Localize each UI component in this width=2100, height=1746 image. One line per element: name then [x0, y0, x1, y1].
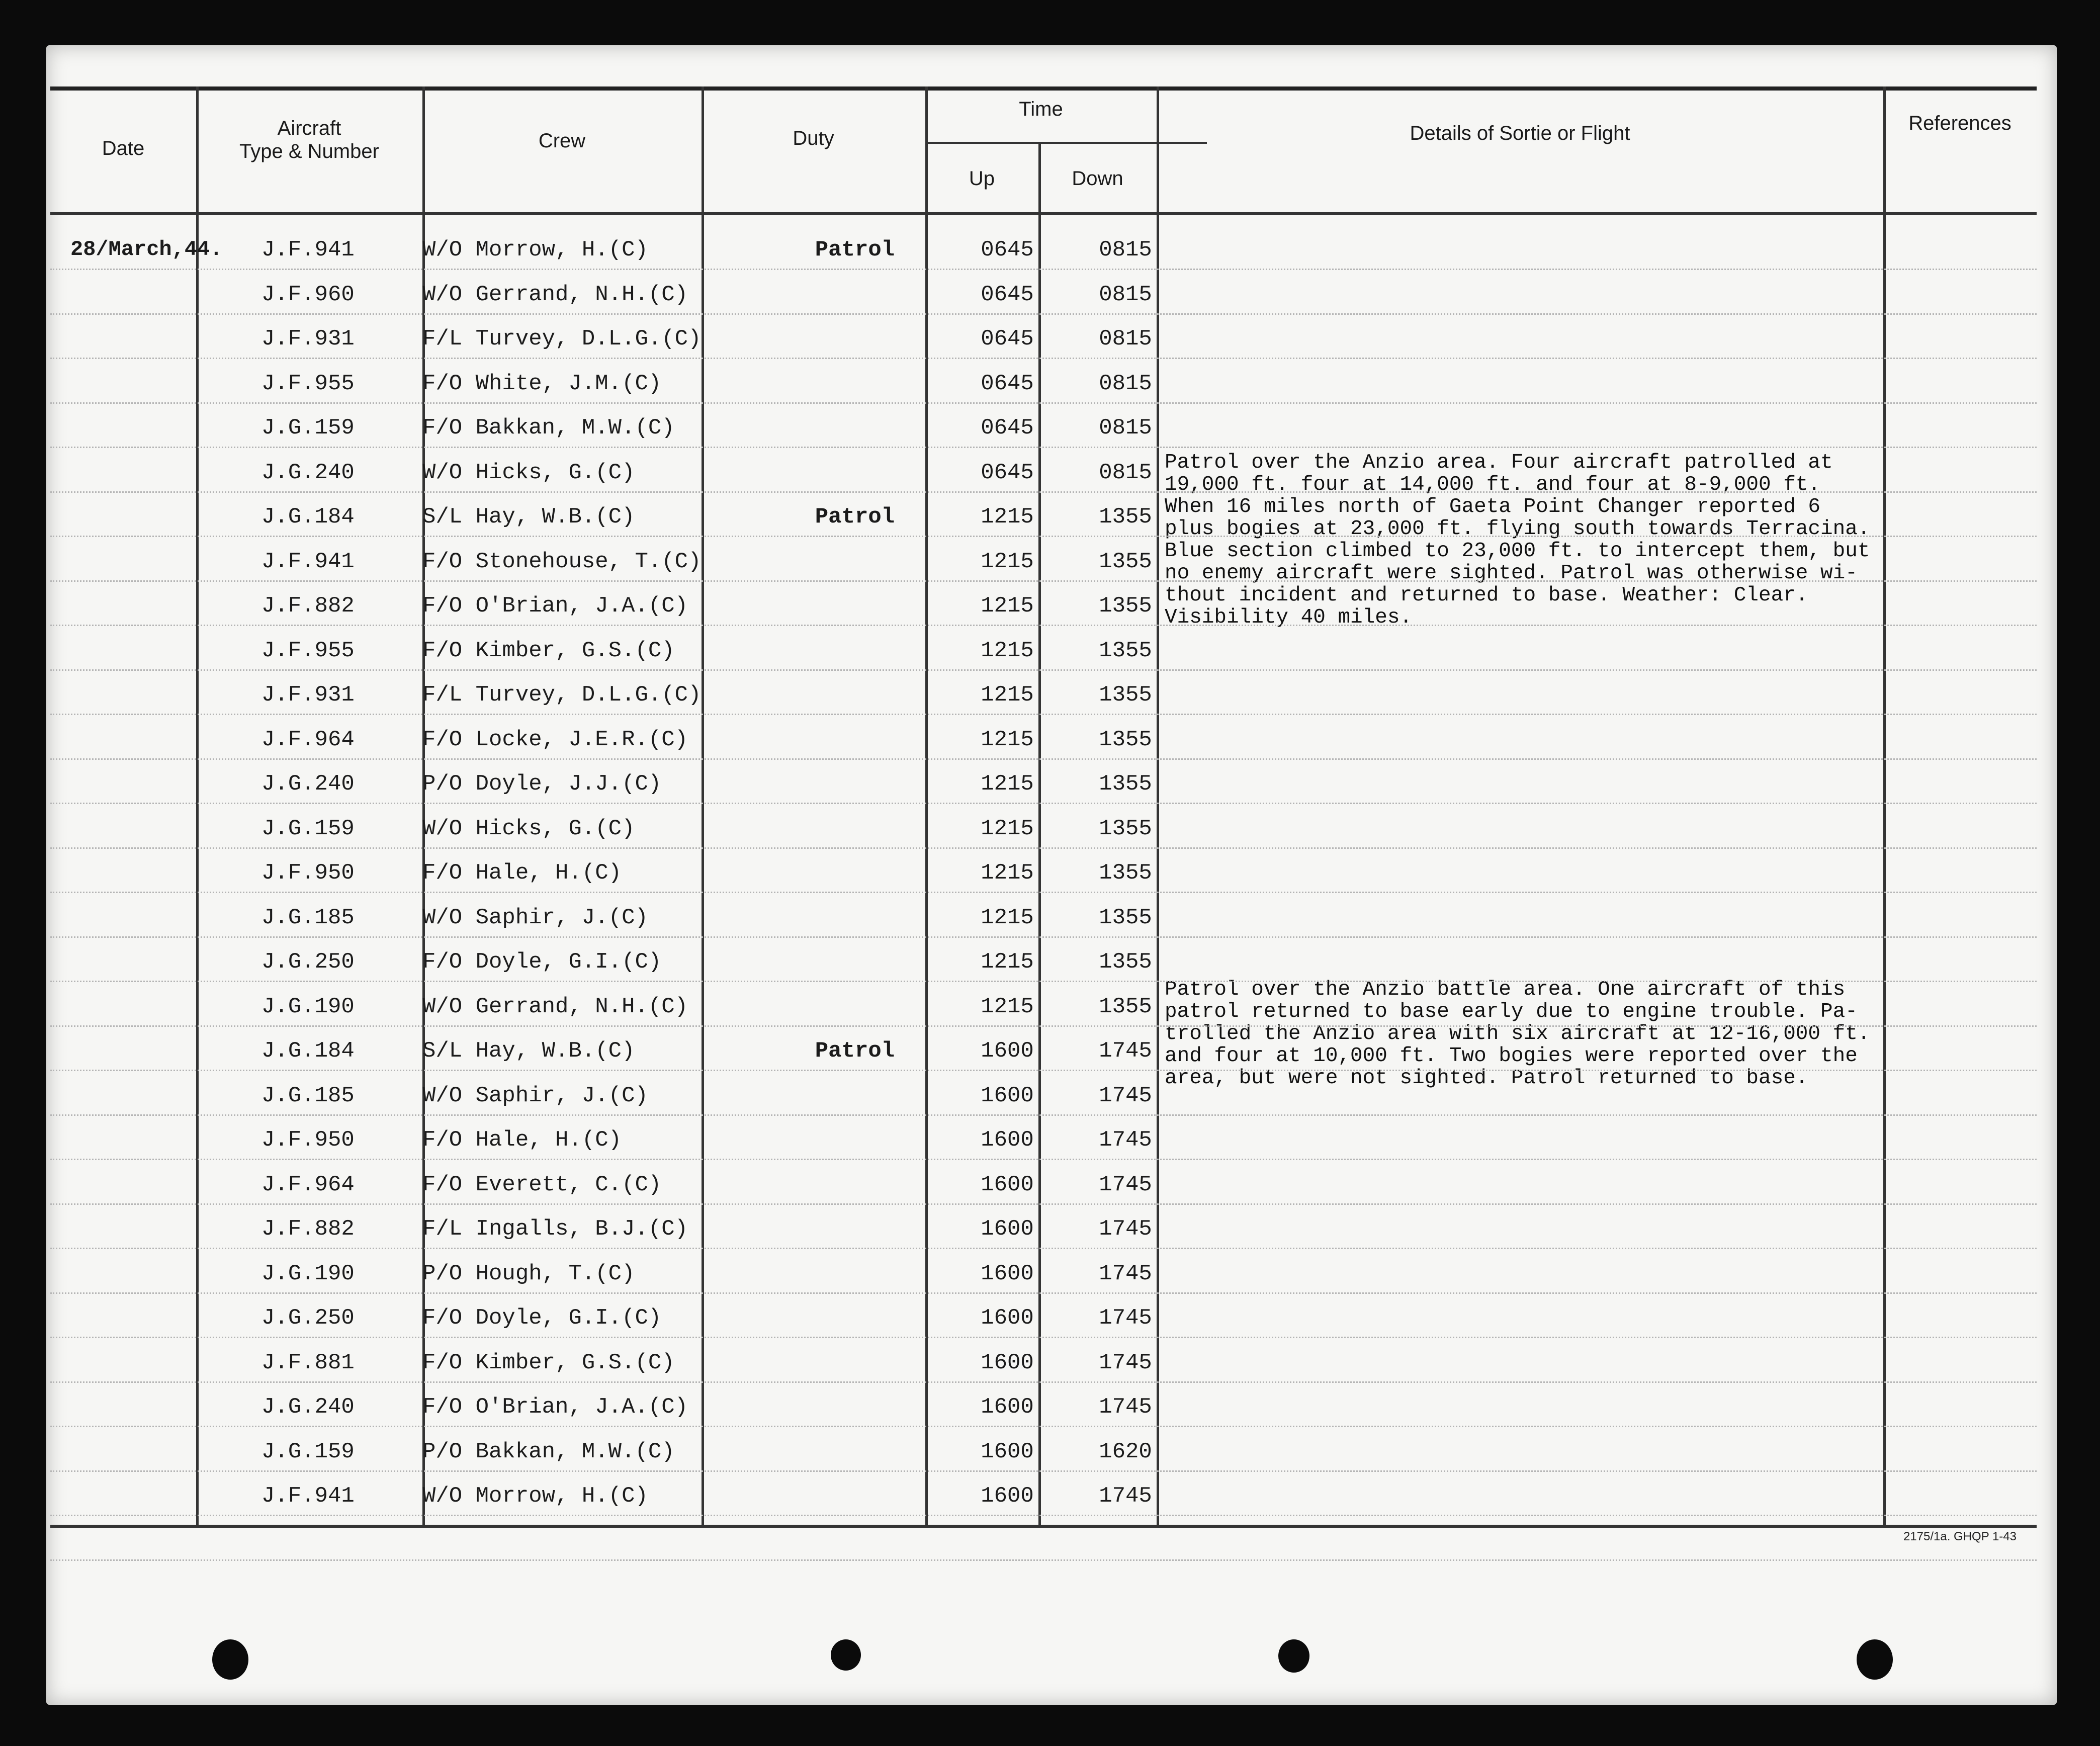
table-row — [50, 1350, 2037, 1394]
time-up-cell: 1600 — [981, 1083, 1034, 1108]
crew-cell: F/O Bakkan, M.W.(C) — [422, 415, 675, 441]
time-up-cell: 0645 — [981, 282, 1034, 307]
aircraft-cell: J.F.960 — [261, 282, 355, 307]
ruled-line — [50, 1114, 2037, 1116]
time-down-cell: 0815 — [1099, 326, 1152, 352]
ruled-line — [50, 981, 2037, 982]
time-up-cell: 0645 — [981, 415, 1034, 441]
table-row — [50, 1216, 2037, 1261]
table-row — [50, 1483, 2037, 1528]
header-details: Details of Sortie or Flight — [1410, 122, 1630, 144]
crew-cell: F/O O'Brian, J.A.(C) — [422, 593, 688, 619]
crew-cell: F/L Turvey, D.L.G.(C) — [422, 682, 702, 708]
crew-cell: W/O Hicks, G.(C) — [422, 460, 635, 485]
time-down-cell: 1355 — [1099, 949, 1152, 975]
header-aircraft — [196, 117, 422, 163]
ruled-line — [50, 1381, 2037, 1383]
crew-cell: W/O Morrow, H.(C) — [422, 1483, 648, 1509]
time-up-cell: 1600 — [981, 1216, 1034, 1242]
duty-cell: Patrol — [815, 1038, 895, 1064]
record-table — [50, 86, 2037, 1545]
crew-cell: S/L Hay, W.B.(C) — [422, 504, 635, 530]
crew-cell: W/O Hicks, G.(C) — [422, 816, 635, 841]
table-row — [50, 1394, 2037, 1439]
binder-hole — [831, 1639, 861, 1671]
header-bottom-border — [50, 212, 2037, 215]
table-row — [50, 1261, 2037, 1305]
time-up-cell: 1215 — [981, 949, 1034, 975]
time-down-cell: 1355 — [1099, 860, 1152, 886]
ruled-line — [50, 847, 2037, 849]
time-up-cell: 0645 — [981, 237, 1034, 263]
time-up-cell: 1215 — [981, 771, 1034, 797]
crew-cell: F/O Kimber, G.S.(C) — [422, 1350, 675, 1375]
time-up-cell: 1215 — [981, 549, 1034, 574]
aircraft-cell: J.F.964 — [261, 727, 355, 752]
time-up-cell: 1600 — [981, 1261, 1034, 1286]
aircraft-cell: J.F.964 — [261, 1172, 355, 1197]
time-down-cell: 1745 — [1099, 1216, 1152, 1242]
aircraft-cell: J.G.190 — [261, 1261, 355, 1286]
time-up-cell: 1600 — [981, 1394, 1034, 1420]
table-row — [50, 1172, 2037, 1216]
time-up-cell: 1215 — [981, 638, 1034, 663]
aircraft-cell: J.G.159 — [261, 1439, 355, 1464]
time-down-cell: 1355 — [1099, 727, 1152, 752]
time-down-cell: 1355 — [1099, 593, 1152, 619]
time-up-cell: 1600 — [981, 1172, 1034, 1197]
ruled-line — [50, 1426, 2037, 1427]
time-down-cell: 1355 — [1099, 638, 1152, 663]
aircraft-cell: J.F.950 — [261, 860, 355, 886]
ruled-line — [50, 625, 2037, 626]
ruled-line — [50, 1070, 2037, 1071]
time-up-cell: 1215 — [981, 905, 1034, 930]
binder-hole — [1278, 1639, 1309, 1673]
crew-cell: P/O Doyle, J.J.(C) — [422, 771, 662, 797]
crew-cell: W/O Gerrand, N.H.(C) — [422, 994, 688, 1019]
aircraft-cell: J.G.190 — [261, 994, 355, 1019]
ruled-line — [50, 358, 2037, 359]
ruled-line — [50, 1515, 2037, 1516]
aircraft-cell: J.G.185 — [261, 905, 355, 930]
time-down-cell: 1745 — [1099, 1350, 1152, 1375]
table-row — [50, 682, 2037, 727]
time-down-cell: 1355 — [1099, 816, 1152, 841]
table-top-border — [50, 86, 2037, 91]
time-up-cell: 0645 — [981, 460, 1034, 485]
time-down-cell: 0815 — [1099, 371, 1152, 396]
aircraft-cell: J.F.941 — [261, 549, 355, 574]
aircraft-cell: J.G.240 — [261, 771, 355, 797]
aircraft-cell: J.F.941 — [261, 1483, 355, 1509]
ruled-line — [50, 758, 2037, 760]
time-down-cell: 1745 — [1099, 1038, 1152, 1064]
crew-cell: F/O Locke, J.E.R.(C) — [422, 727, 688, 752]
date-cell: 28/March,44. — [70, 237, 223, 261]
ruled-line — [50, 447, 2037, 448]
ruled-line — [50, 1559, 2037, 1561]
aircraft-cell: J.F.882 — [261, 1216, 355, 1242]
aircraft-cell: J.G.250 — [261, 949, 355, 975]
crew-cell: F/O Everett, C.(C) — [422, 1172, 662, 1197]
ruled-line — [50, 936, 2037, 938]
header-duty: Duty — [793, 127, 834, 149]
header-crew: Crew — [538, 130, 586, 152]
aircraft-cell: J.G.250 — [261, 1305, 355, 1331]
crew-cell: F/O Kimber, G.S.(C) — [422, 638, 675, 663]
time-up-cell: 0645 — [981, 371, 1034, 396]
time-down-cell: 1355 — [1099, 549, 1152, 574]
aircraft-cell: J.F.941 — [261, 237, 355, 263]
time-up-cell: 1600 — [981, 1127, 1034, 1153]
crew-cell: P/O Bakkan, M.W.(C) — [422, 1439, 675, 1464]
ruled-line — [50, 1203, 2037, 1205]
time-down-cell: 1745 — [1099, 1261, 1152, 1286]
sortie-details-midday: Patrol over the Anzio area. Four aircraft patrolled at 19,000 ft. four at 14,000 ft. and four at 8-9,000 ft. When 16 miles north of Gaeta Point Changer reported 6 plus bogies at 23,000 ft. flying south towards Terracina. Blue section climbed to 23,000 ft. to intercept them, but no enemy aircraft were sighted. Patrol was otherwise wi- thout incident and returned to base. Weather: Clear. Visibility 40 miles. — [1165, 451, 1870, 629]
header-up: Up — [969, 167, 995, 190]
ruled-line — [50, 269, 2037, 270]
time-down-cell: 1745 — [1099, 1483, 1152, 1509]
crew-cell: F/O Hale, H.(C) — [422, 1127, 622, 1153]
time-down-cell: 1355 — [1099, 771, 1152, 797]
aircraft-cell: J.F.955 — [261, 371, 355, 396]
duty-cell: Patrol — [815, 237, 895, 263]
time-down-cell: 1745 — [1099, 1394, 1152, 1420]
ruled-line — [50, 803, 2037, 804]
time-up-cell: 1215 — [981, 593, 1034, 619]
ruled-line — [50, 1159, 2037, 1160]
crew-cell: W/O Saphir, J.(C) — [422, 905, 648, 930]
time-up-cell: 1215 — [981, 682, 1034, 708]
time-down-cell: 1745 — [1099, 1172, 1152, 1197]
ruled-line — [50, 1337, 2037, 1338]
ruled-line — [50, 1025, 2037, 1027]
aircraft-cell: J.G.185 — [261, 1083, 355, 1108]
ruled-line — [50, 402, 2037, 404]
time-up-cell: 1215 — [981, 994, 1034, 1019]
ruled-line — [50, 714, 2037, 715]
time-down-cell: 1355 — [1099, 504, 1152, 530]
time-down-cell: 1745 — [1099, 1127, 1152, 1153]
table-row — [50, 771, 2037, 816]
table-row — [50, 326, 2037, 371]
aircraft-cell: J.F.881 — [261, 1350, 355, 1375]
duty-cell: Patrol — [815, 504, 895, 530]
crew-cell: P/O Hough, T.(C) — [422, 1261, 635, 1286]
time-down-cell: 1355 — [1099, 682, 1152, 708]
crew-cell: F/L Turvey, D.L.G.(C) — [422, 326, 702, 352]
crew-cell: F/O O'Brian, J.A.(C) — [422, 1394, 688, 1420]
header-down: Down — [1072, 167, 1123, 190]
table-row — [50, 1439, 2037, 1483]
time-down-cell: 0815 — [1099, 282, 1152, 307]
crew-cell: W/O Gerrand, N.H.(C) — [422, 282, 688, 307]
ruled-line — [50, 892, 2037, 893]
sortie-details-afternoon: Patrol over the Anzio battle area. One aircraft of this patrol returned to base early due to engine trouble. Pa- trolled the Anzio area with six aircraft at 12-16,000 ft. and four at 10,000 ft. Two bogies were reported over the area, but were not sighted. Patrol returned to base. — [1165, 978, 1870, 1090]
table-row — [50, 237, 2037, 282]
ruled-line — [50, 491, 2037, 493]
aircraft-cell: J.F.882 — [261, 593, 355, 619]
table-row — [50, 905, 2037, 949]
header-time: Time — [1019, 98, 1063, 120]
time-up-cell: 1600 — [981, 1483, 1034, 1509]
time-up-cell: 1600 — [981, 1305, 1034, 1331]
ruled-line — [50, 1248, 2037, 1249]
time-up-cell: 1215 — [981, 504, 1034, 530]
form-number: 2175/1a. GHQP 1-43 — [1903, 1530, 2017, 1543]
table-row — [50, 860, 2037, 905]
time-up-cell: 1600 — [981, 1350, 1034, 1375]
crew-cell: F/O White, J.M.(C) — [422, 371, 662, 396]
aircraft-cell: J.F.931 — [261, 682, 355, 708]
time-down-cell: 1745 — [1099, 1083, 1152, 1108]
crew-cell: F/O Stonehouse, T.(C) — [422, 549, 702, 574]
time-down-cell: 0815 — [1099, 460, 1152, 485]
header-aircraft-line1: Aircraft — [277, 117, 341, 139]
crew-cell: F/O Hale, H.(C) — [422, 860, 622, 886]
header-aircraft-line2: Type & Number — [239, 140, 379, 162]
aircraft-cell: J.G.184 — [261, 504, 355, 530]
table-row — [50, 1305, 2037, 1350]
aircraft-cell: J.F.931 — [261, 326, 355, 352]
table-row — [50, 816, 2037, 860]
ruled-line — [50, 580, 2037, 582]
ruled-line — [50, 1292, 2037, 1294]
table-row — [50, 1083, 2037, 1127]
aircraft-cell: J.G.240 — [261, 460, 355, 485]
time-down-cell: 0815 — [1099, 415, 1152, 441]
aircraft-cell: J.G.159 — [261, 415, 355, 441]
time-up-cell: 1600 — [981, 1439, 1034, 1464]
time-down-cell: 1355 — [1099, 905, 1152, 930]
table-row — [50, 638, 2037, 682]
operations-record-sheet — [46, 45, 2057, 1705]
time-up-cell: 0645 — [981, 326, 1034, 352]
aircraft-cell: J.G.240 — [261, 1394, 355, 1420]
crew-cell: F/L Ingalls, B.J.(C) — [422, 1216, 688, 1242]
crew-cell: S/L Hay, W.B.(C) — [422, 1038, 635, 1064]
header-date: Date — [102, 137, 145, 159]
ruled-line — [50, 313, 2037, 315]
crew-cell: W/O Morrow, H.(C) — [422, 237, 648, 263]
time-up-cell: 1600 — [981, 1038, 1034, 1064]
time-up-cell: 1215 — [981, 816, 1034, 841]
table-row — [50, 727, 2037, 771]
time-up-cell: 1215 — [981, 727, 1034, 752]
table-row — [50, 371, 2037, 415]
binder-hole — [212, 1639, 248, 1680]
aircraft-cell: J.F.950 — [261, 1127, 355, 1153]
binder-hole — [1857, 1639, 1893, 1680]
time-down-cell: 1620 — [1099, 1439, 1152, 1464]
ruled-line — [50, 669, 2037, 671]
table-row — [50, 282, 2037, 326]
time-down-cell: 0815 — [1099, 237, 1152, 263]
aircraft-cell: J.F.955 — [261, 638, 355, 663]
crew-cell: W/O Saphir, J.(C) — [422, 1083, 648, 1108]
crew-cell: F/O Doyle, G.I.(C) — [422, 949, 662, 975]
crew-cell: F/O Doyle, G.I.(C) — [422, 1305, 662, 1331]
header-references: References — [1908, 112, 2011, 134]
table-row — [50, 1127, 2037, 1172]
ruled-line — [50, 1470, 2037, 1472]
aircraft-cell: J.G.159 — [261, 816, 355, 841]
time-down-cell: 1745 — [1099, 1305, 1152, 1331]
aircraft-cell: J.G.184 — [261, 1038, 355, 1064]
time-down-cell: 1355 — [1099, 994, 1152, 1019]
ruled-line — [50, 536, 2037, 537]
time-up-cell: 1215 — [981, 860, 1034, 886]
